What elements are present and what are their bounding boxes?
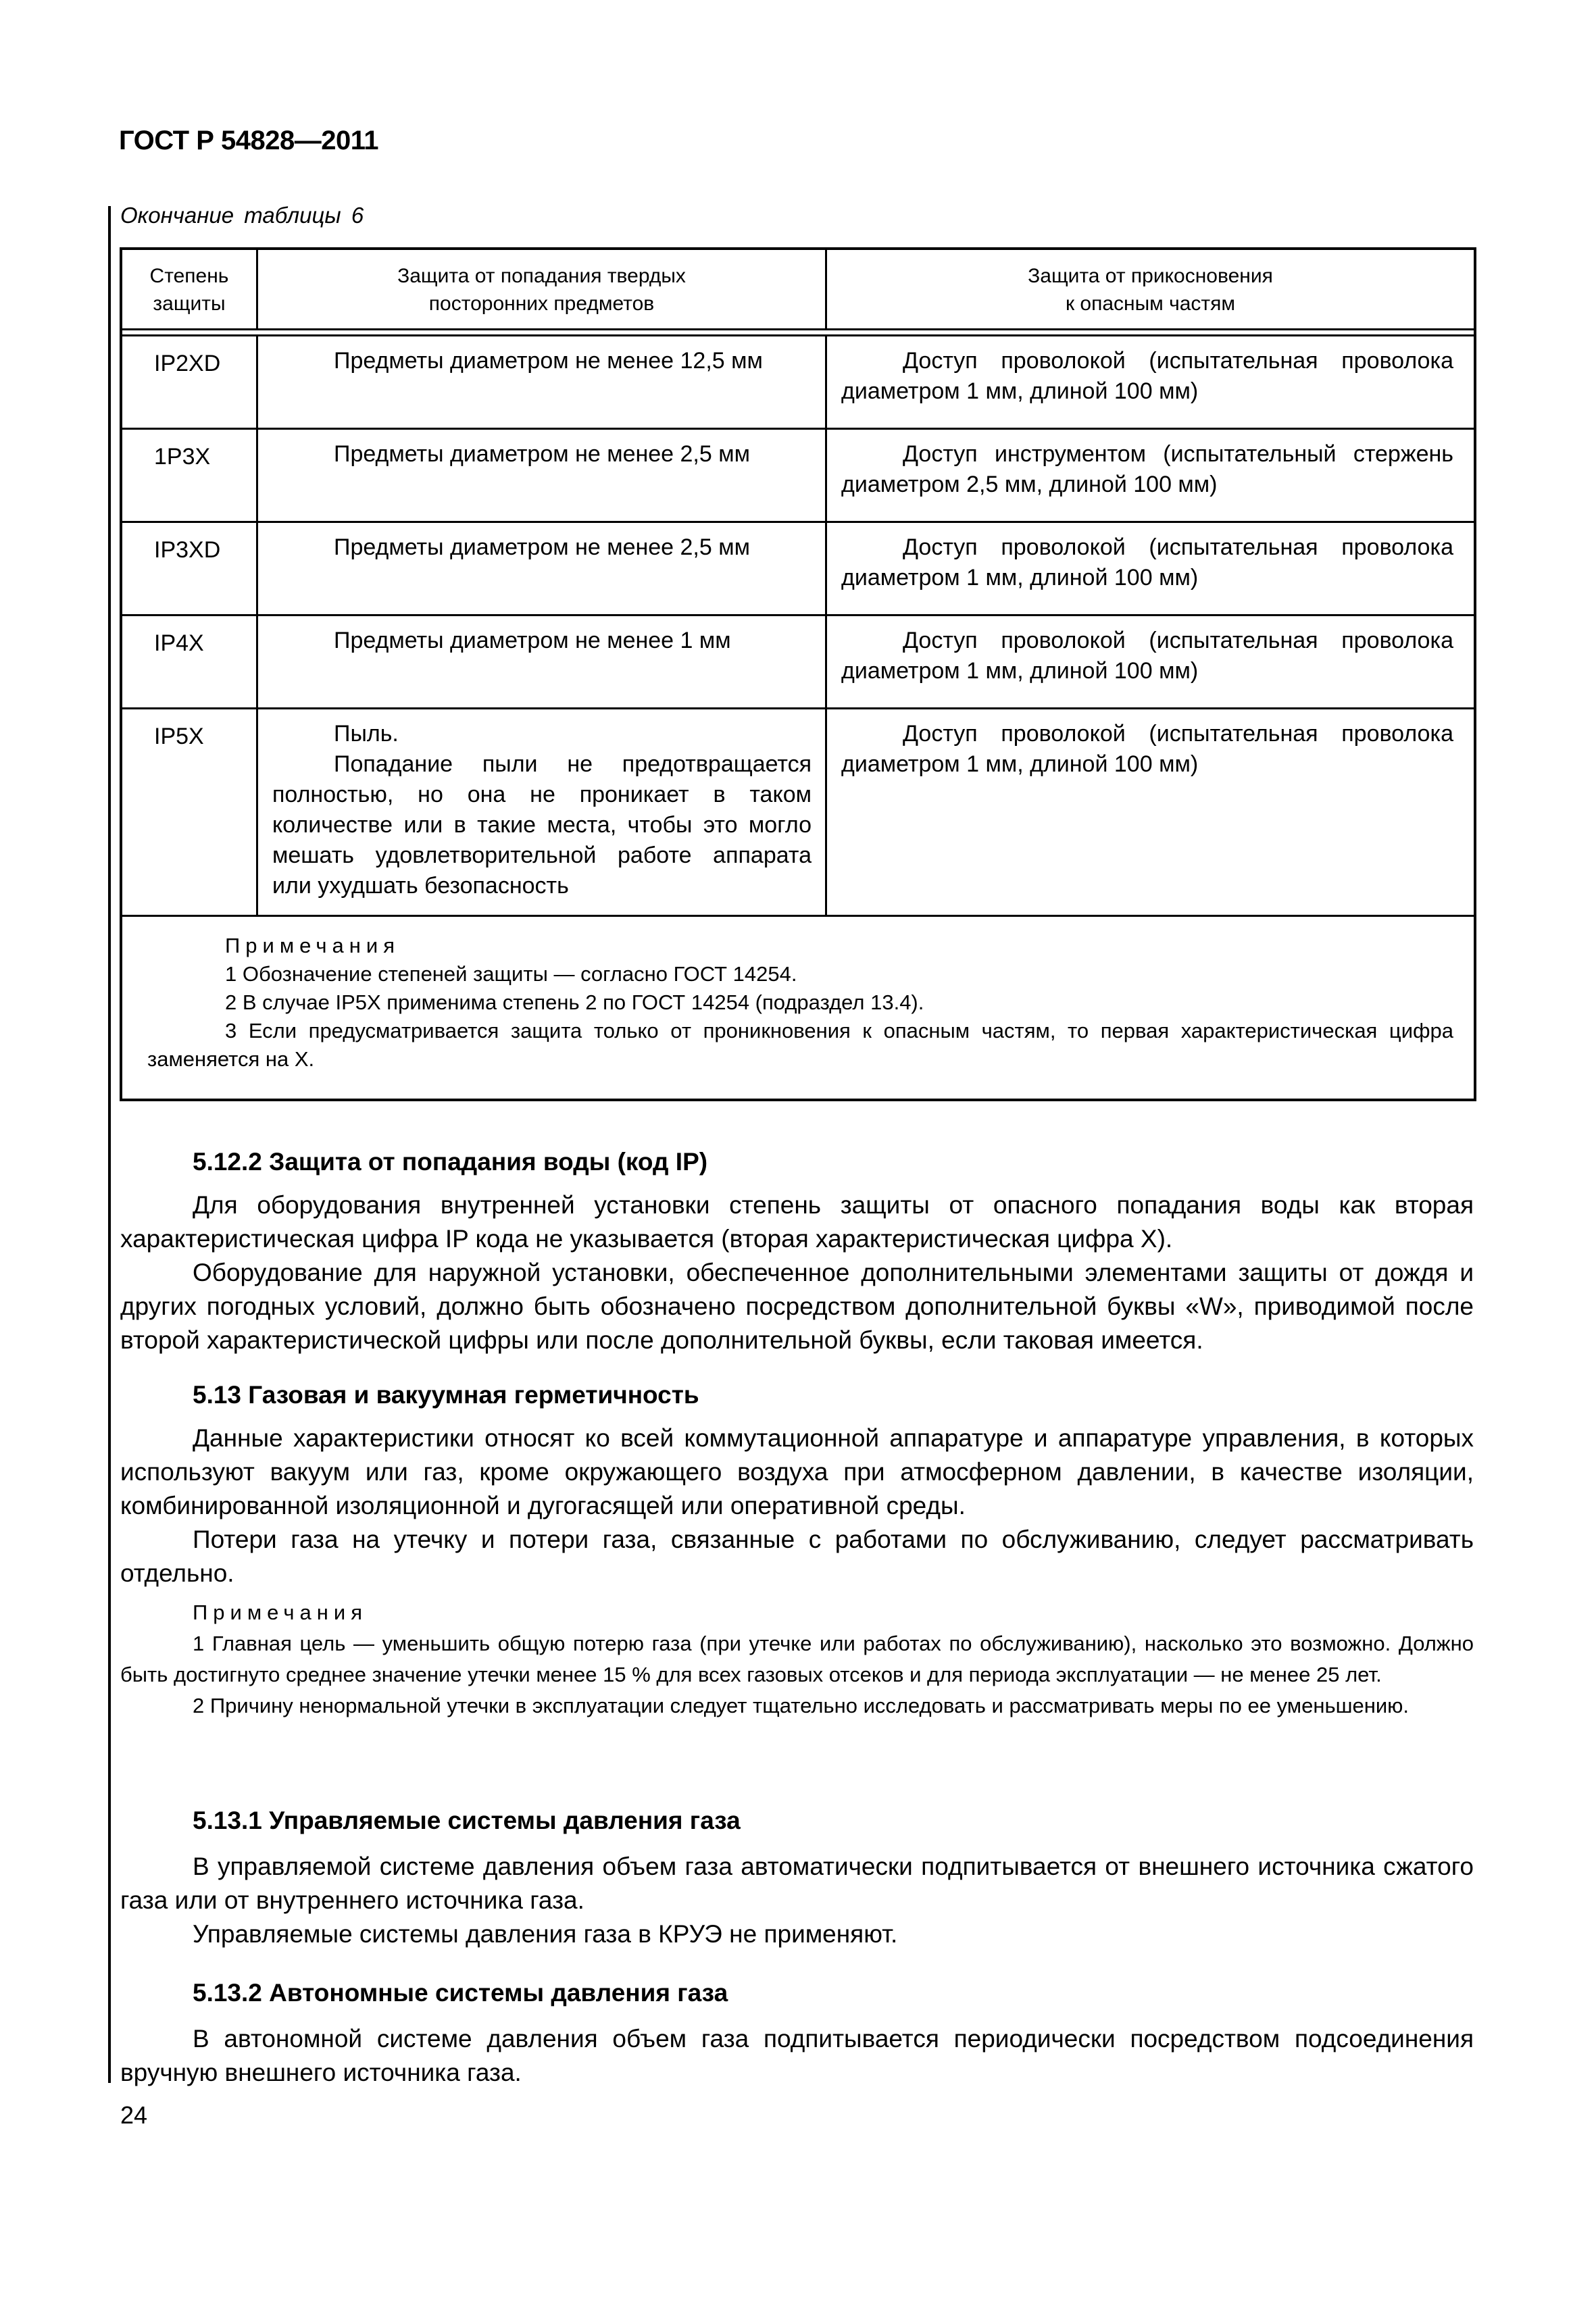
section-5-13-2 (120, 1976, 1474, 2090)
paragraph: Для оборудования внутренней установки степень защиты от опасного попадания воды как вторая характеристическая цифра IP кода не указывается (вторая характеристическая цифра X). (120, 1191, 1474, 1253)
degree-value: 1P3X (154, 444, 211, 470)
degree-value: IP3XD (154, 537, 221, 563)
table-notes (122, 915, 1474, 1099)
section-heading: 5.13.2 Автономные системы давления газа (193, 1979, 728, 2007)
section-5-13-1 (120, 1804, 1474, 1951)
paragraph: Оборудование для наружной установки, обеспеченное дополнительными элементами защиты от дождя и других погодных условий, должно быть обозначено посредством дополнительной буквы «W», приводимой после второй характеристической цифры или после дополнительной буквы, если таковая имеется. (120, 1259, 1474, 1354)
column-header-line: Степень (149, 265, 229, 287)
column-header-line: Защита от попадания твердых (397, 265, 686, 287)
section-5-12-2 (120, 1145, 1474, 1357)
column-header-line: Защита от прикосновения (1028, 265, 1273, 287)
table-note: 1 Обозначение степеней защиты — согласно ГОСТ 14254. (225, 962, 797, 986)
table-caption: Окончание таблицы 6 (120, 203, 364, 228)
note: 1 Главная цель — уменьшить общую потерю газа (при утечке или работах по обслуживанию), насколько это возможно. Должно быть достигнуто среднее значение утечки менее 15 % для всех газовых отсеков и для периода эксплуатации — не менее 25 лет. (120, 1632, 1474, 1686)
hazardous-parts-cell: Доступ инструментом (испытательный стержень диаметром 2,5 мм, длиной 100 мм) (841, 441, 1453, 497)
solid-objects-title: Пыль. (334, 721, 399, 747)
hazardous-parts-cell: Доступ проволокой (испытательная проволока диаметром 1 мм, длиной 100 мм) (841, 628, 1453, 684)
column-header-degree (122, 250, 258, 328)
table-row (122, 334, 1474, 428)
table-row (122, 521, 1474, 614)
solid-objects-cell: Предметы диаметром не менее 12,5 мм (258, 336, 827, 428)
hazardous-parts-cell: Доступ проволокой (испытательная проволока диаметром 1 мм, длиной 100 мм) (841, 721, 1453, 777)
document-standard-title: ГОСТ Р 54828—2011 (119, 126, 378, 155)
section-heading: 5.13 Газовая и вакуумная герметичность (193, 1381, 699, 1409)
degree-cell (122, 616, 258, 707)
hazardous-parts-cell: Доступ проволокой (испытательная проволока диаметром 1 мм, длиной 100 мм) (841, 348, 1453, 404)
table-note: 2 В случае IP5X применима степень 2 по ГОСТ 14254 (подраздел 13.4). (225, 990, 924, 1014)
table-notes-title: Примечания (225, 934, 400, 957)
notes-title: Примечания (193, 1601, 368, 1624)
paragraph: В автономной системе давления объем газа подпитывается периодически посредством подсоединения вручную внешнего источника газа. (120, 2025, 1474, 2086)
column-header-hazardous-parts (827, 250, 1474, 328)
note: 2 Причину ненормальной утечки в эксплуатации следует тщательно исследовать и рассматривать меры по ее уменьшению. (193, 1694, 1409, 1717)
table-row (122, 707, 1474, 915)
hazardous-parts-cell: Доступ проволокой (испытательная проволока диаметром 1 мм, длиной 100 мм) (841, 534, 1453, 590)
degree-cell (122, 523, 258, 614)
degree-value: IP2XD (154, 351, 221, 376)
column-header-line: к опасным частям (1065, 293, 1236, 315)
paragraph: Управляемые системы давления газа в КРУЭ не применяют. (193, 1920, 898, 1948)
column-header-solid-objects (258, 250, 827, 328)
degree-value: IP4X (154, 630, 204, 656)
table-row (122, 428, 1474, 521)
solid-objects-cell: Предметы диаметром не менее 2,5 мм (258, 523, 827, 614)
solid-objects-cell: Предметы диаметром не менее 2,5 мм (258, 430, 827, 521)
column-header-line: защиты (153, 293, 226, 315)
degree-cell (122, 709, 258, 915)
protection-degree-table (120, 247, 1476, 1101)
revision-margin-bar (108, 206, 111, 2083)
paragraph: В управляемой системе давления объем газа автоматически подпитывается от внешнего источника сжатого газа или от внутреннего источника газа. (120, 1853, 1474, 1914)
degree-cell (122, 430, 258, 521)
column-header-line: посторонних предметов (428, 293, 655, 315)
section-heading: 5.12.2 Защита от попадания воды (код IP) (193, 1148, 708, 1176)
table-row (122, 614, 1474, 707)
degree-cell (122, 336, 258, 428)
section-5-13 (120, 1378, 1474, 1721)
degree-value: IP5X (154, 724, 204, 749)
solid-objects-text: Попадание пыли не предотвращается полностью, но она не проникает в таком количестве или в такие места, чтобы это могло мешать удовлетворительной работе аппарата или ухудшать безопасность (272, 751, 812, 899)
table-note: 3 Если предусматривается защита только от проникновения к опасным частям, то первая характеристическая цифра заменяется на X. (147, 1019, 1453, 1071)
paragraph: Потери газа на утечку и потери газа, связанные с работами по обслуживанию, следует рассматривать отдельно. (120, 1526, 1474, 1587)
paragraph: Данные характеристики относят ко всей коммутационной аппаратуре и аппаратуре управления, в которых используют вакуум или газ, кроме окружающего воздуха при атмосферном давлении, в качестве изоляции, комбинированной изоляционной и дугогасящей или оперативной среды. (120, 1424, 1474, 1519)
page-number: 24 (120, 2101, 148, 2129)
solid-objects-cell (258, 709, 827, 915)
solid-objects-cell: Предметы диаметром не менее 1 мм (258, 616, 827, 707)
section-heading: 5.13.1 Управляемые системы давления газа (193, 1807, 741, 1834)
table-header-row (122, 250, 1474, 330)
